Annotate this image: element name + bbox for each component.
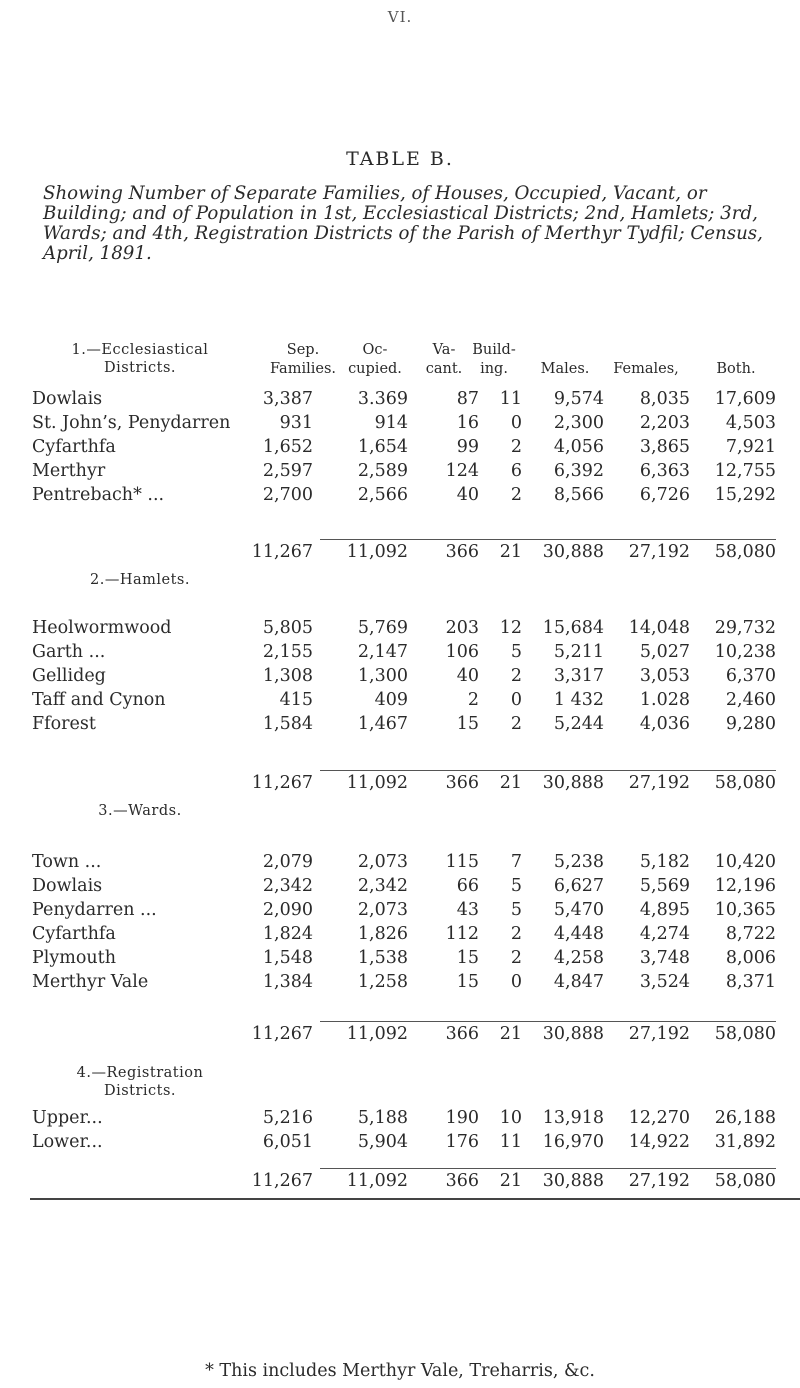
header-separate-families: Sep. Families. [269,342,336,377]
row-name: Merthyr [32,461,106,481]
table-row [0,1132,800,1156]
row-name: Gellideg [32,666,106,686]
total-build: 21 [499,1024,522,1044]
row-name: Upper... [32,1108,103,1128]
footnote: * This includes Merthyr Vale, Treharris, &c. [205,1361,595,1381]
cell-males: 16,970 [542,1132,604,1152]
cell-sep: 1,308 [262,666,313,686]
table-row [0,690,800,714]
table-row [0,437,800,461]
total-sep: 11,267 [251,1024,313,1044]
row-name: Town ... [32,852,102,872]
cell-build: 7 [510,852,522,872]
cell-both: 26,188 [714,1108,776,1128]
cell-both: 8,722 [725,924,776,944]
table-row [0,389,800,413]
cell-both: 10,420 [714,852,776,872]
cell-males: 4,258 [553,948,604,968]
cell-both: 31,892 [714,1132,776,1152]
total-both: 58,080 [714,1024,776,1044]
header-vacant: Va- cant. [425,342,463,377]
cell-occ: 2,566 [357,485,408,505]
total-occ: 11,092 [346,773,408,793]
total-vac: 366 [445,773,479,793]
cell-vac: 2 [467,690,479,710]
section-total-wards [0,1024,800,1048]
cell-occ: 5,188 [357,1108,408,1128]
cell-sep: 3,387 [262,389,313,409]
table-row [0,485,800,509]
cell-build: 0 [510,413,522,433]
cell-vac: 87 [456,389,479,409]
cell-vac: 190 [445,1108,479,1128]
cell-both: 12,196 [714,876,776,896]
total-build: 21 [499,542,522,562]
header-building: Build- ing. [472,342,516,377]
total-females: 27,192 [628,1024,690,1044]
cell-sep: 1,652 [262,437,313,457]
total-males: 30,888 [542,1024,604,1044]
row-name: Dowlais [32,876,103,896]
header-males: Males. [540,361,590,377]
cell-vac: 66 [456,876,479,896]
cell-males: 5,244 [553,714,604,734]
row-name: Taff and Cynon [32,690,166,710]
header-females: Females, [613,361,679,377]
cell-females: 14,048 [628,618,690,638]
cell-females: 8,035 [639,389,690,409]
cell-vac: 124 [445,461,479,481]
cell-build: 5 [510,642,522,662]
cell-build: 12 [499,618,522,638]
section-rule [320,539,776,540]
cell-females: 3,865 [639,437,690,457]
cell-both: 8,371 [725,972,776,992]
table-row [0,642,800,666]
total-occ: 11,092 [346,1024,408,1044]
total-both: 58,080 [714,1171,776,1191]
cell-occ: 1,538 [357,948,408,968]
cell-vac: 203 [445,618,479,638]
cell-occ: 2,147 [357,642,408,662]
cell-vac: 106 [445,642,479,662]
cell-both: 8,006 [725,948,776,968]
section-rule [320,770,776,771]
cell-build: 5 [510,876,522,896]
cell-occ: 1,826 [357,924,408,944]
cell-females: 2,203 [639,413,690,433]
cell-vac: 176 [445,1132,479,1152]
table-row [0,924,800,948]
cell-females: 12,270 [628,1108,690,1128]
cell-females: 5,569 [639,876,690,896]
cell-vac: 15 [456,714,479,734]
cell-occ: 1,258 [357,972,408,992]
header-occupied: Oc- cupied. [348,342,402,377]
cell-occ: 1,300 [357,666,408,686]
table-row [0,618,800,642]
cell-build: 2 [510,666,522,686]
total-sep: 11,267 [251,1171,313,1191]
total-males: 30,888 [542,1171,604,1191]
cell-males: 5,470 [553,900,604,920]
cell-males: 6,627 [553,876,604,896]
cell-males: 15,684 [542,618,604,638]
cell-build: 2 [510,437,522,457]
cell-both: 2,460 [725,690,776,710]
cell-males: 8,566 [553,485,604,505]
cell-occ: 2,073 [357,852,408,872]
cell-females: 4,036 [639,714,690,734]
cell-vac: 99 [456,437,479,457]
cell-both: 17,609 [714,389,776,409]
cell-sep: 5,216 [262,1108,313,1128]
section-total-ecclesiastical [0,542,800,566]
cell-females: 5,027 [639,642,690,662]
cell-both: 9,280 [725,714,776,734]
cell-females: 5,182 [639,852,690,872]
cell-males: 4,448 [553,924,604,944]
row-name: Heolwormwood [32,618,172,638]
cell-vac: 15 [456,948,479,968]
total-vac: 366 [445,1171,479,1191]
row-name: Fforest [32,714,96,734]
total-occ: 11,092 [346,542,408,562]
cell-sep: 2,079 [262,852,313,872]
section-rule [320,1168,776,1169]
cell-sep: 1,548 [262,948,313,968]
cell-occ: 1,654 [357,437,408,457]
cell-sep: 2,700 [262,485,313,505]
total-build: 21 [499,1171,522,1191]
row-name: Dowlais [32,389,103,409]
cell-occ: 3.369 [357,389,408,409]
row-name: Lower... [32,1132,103,1152]
cell-build: 11 [499,1132,522,1152]
table-row [0,666,800,690]
total-occ: 11,092 [346,1171,408,1191]
total-males: 30,888 [542,773,604,793]
table-row [0,900,800,924]
bottom-rule [30,1198,800,1200]
section-title-ecclesiastical: 1.—Ecclesiastical Districts. [71,342,209,376]
cell-vac: 43 [456,900,479,920]
row-name: Pentrebach* ... [32,485,165,505]
cell-occ: 5,769 [357,618,408,638]
cell-vac: 40 [456,485,479,505]
cell-vac: 15 [456,972,479,992]
cell-build: 2 [510,714,522,734]
cell-vac: 115 [445,852,479,872]
table-row [0,972,800,996]
cell-sep: 1,384 [262,972,313,992]
cell-females: 4,274 [639,924,690,944]
cell-build: 2 [510,485,522,505]
cell-females: 3,053 [639,666,690,686]
cell-occ: 409 [374,690,408,710]
cell-build: 10 [499,1108,522,1128]
cell-males: 13,918 [542,1108,604,1128]
cell-females: 14,922 [628,1132,690,1152]
row-name: Cyfarthfa [32,924,116,944]
cell-males: 1 432 [553,690,604,710]
cell-males: 5,238 [553,852,604,872]
header-both: Both. [716,361,756,377]
row-name: Cyfarthfa [32,437,116,457]
section-title-hamlets: 2.—Hamlets. [90,572,190,588]
cell-both: 10,238 [714,642,776,662]
table-row [0,714,800,738]
table-title: TABLE B. [346,148,454,170]
total-vac: 366 [445,1024,479,1044]
table-row [0,1108,800,1132]
cell-sep: 2,090 [262,900,313,920]
cell-both: 15,292 [714,485,776,505]
cell-both: 29,732 [714,618,776,638]
row-name: Penydarren ... [32,900,157,920]
cell-females: 6,363 [639,461,690,481]
cell-build: 2 [510,948,522,968]
cell-both: 12,755 [714,461,776,481]
total-sep: 11,267 [251,542,313,562]
cell-sep: 5,805 [262,618,313,638]
cell-vac: 112 [445,924,479,944]
cell-build: 2 [510,924,522,944]
cell-occ: 2,589 [357,461,408,481]
total-females: 27,192 [628,1171,690,1191]
cell-females: 6,726 [639,485,690,505]
cell-build: 6 [510,461,522,481]
total-females: 27,192 [628,773,690,793]
row-name: Merthyr Vale [32,972,149,992]
cell-both: 10,365 [714,900,776,920]
cell-males: 2,300 [553,413,604,433]
cell-both: 4,503 [725,413,776,433]
table-row [0,413,800,437]
cell-males: 4,847 [553,972,604,992]
cell-males: 9,574 [553,389,604,409]
total-both: 58,080 [714,773,776,793]
total-females: 27,192 [628,542,690,562]
total-males: 30,888 [542,542,604,562]
section-title-wards: 3.—Wards. [98,803,182,819]
cell-sep: 931 [279,413,313,433]
section-rule [320,1021,776,1022]
total-both: 58,080 [714,542,776,562]
page-number: VI. [387,8,413,26]
section-title-registration: 4.—Registration Districts. [76,1065,204,1099]
cell-build: 0 [510,690,522,710]
section-total-hamlets [0,773,800,797]
section-total-registration [0,1171,800,1195]
total-sep: 11,267 [251,773,313,793]
cell-males: 5,211 [553,642,604,662]
cell-females: 1.028 [639,690,690,710]
row-name: Plymouth [32,948,116,968]
table-row [0,876,800,900]
cell-occ: 914 [374,413,408,433]
cell-occ: 2,073 [357,900,408,920]
cell-occ: 2,342 [357,876,408,896]
cell-females: 3,748 [639,948,690,968]
cell-vac: 16 [456,413,479,433]
row-name: Garth ... [32,642,106,662]
cell-sep: 2,155 [262,642,313,662]
cell-sep: 1,584 [262,714,313,734]
cell-sep: 415 [279,690,313,710]
cell-females: 4,895 [639,900,690,920]
cell-build: 0 [510,972,522,992]
table-row [0,852,800,876]
cell-sep: 2,342 [262,876,313,896]
total-build: 21 [499,773,522,793]
table-subtitle: Showing Number of Separate Families, of Houses, Occupied, Vacant, or Building; and of Population in 1st, Ecclesiastical Districts; 2nd, Hamlets; 3rd, Wards; and 4th, Registration Districts of the Parish of Merthyr Tydfil; Census, April, 1891. [43,183,763,264]
cell-sep: 6,051 [262,1132,313,1152]
cell-both: 6,370 [725,666,776,686]
cell-vac: 40 [456,666,479,686]
cell-occ: 5,904 [357,1132,408,1152]
total-vac: 366 [445,542,479,562]
cell-males: 3,317 [553,666,604,686]
cell-males: 4,056 [553,437,604,457]
table-row [0,948,800,972]
row-name: St. John’s, Penydarren [32,413,231,433]
cell-males: 6,392 [553,461,604,481]
cell-sep: 2,597 [262,461,313,481]
table-row [0,461,800,485]
cell-build: 5 [510,900,522,920]
cell-build: 11 [499,389,522,409]
cell-females: 3,524 [639,972,690,992]
cell-sep: 1,824 [262,924,313,944]
cell-occ: 1,467 [357,714,408,734]
cell-both: 7,921 [725,437,776,457]
